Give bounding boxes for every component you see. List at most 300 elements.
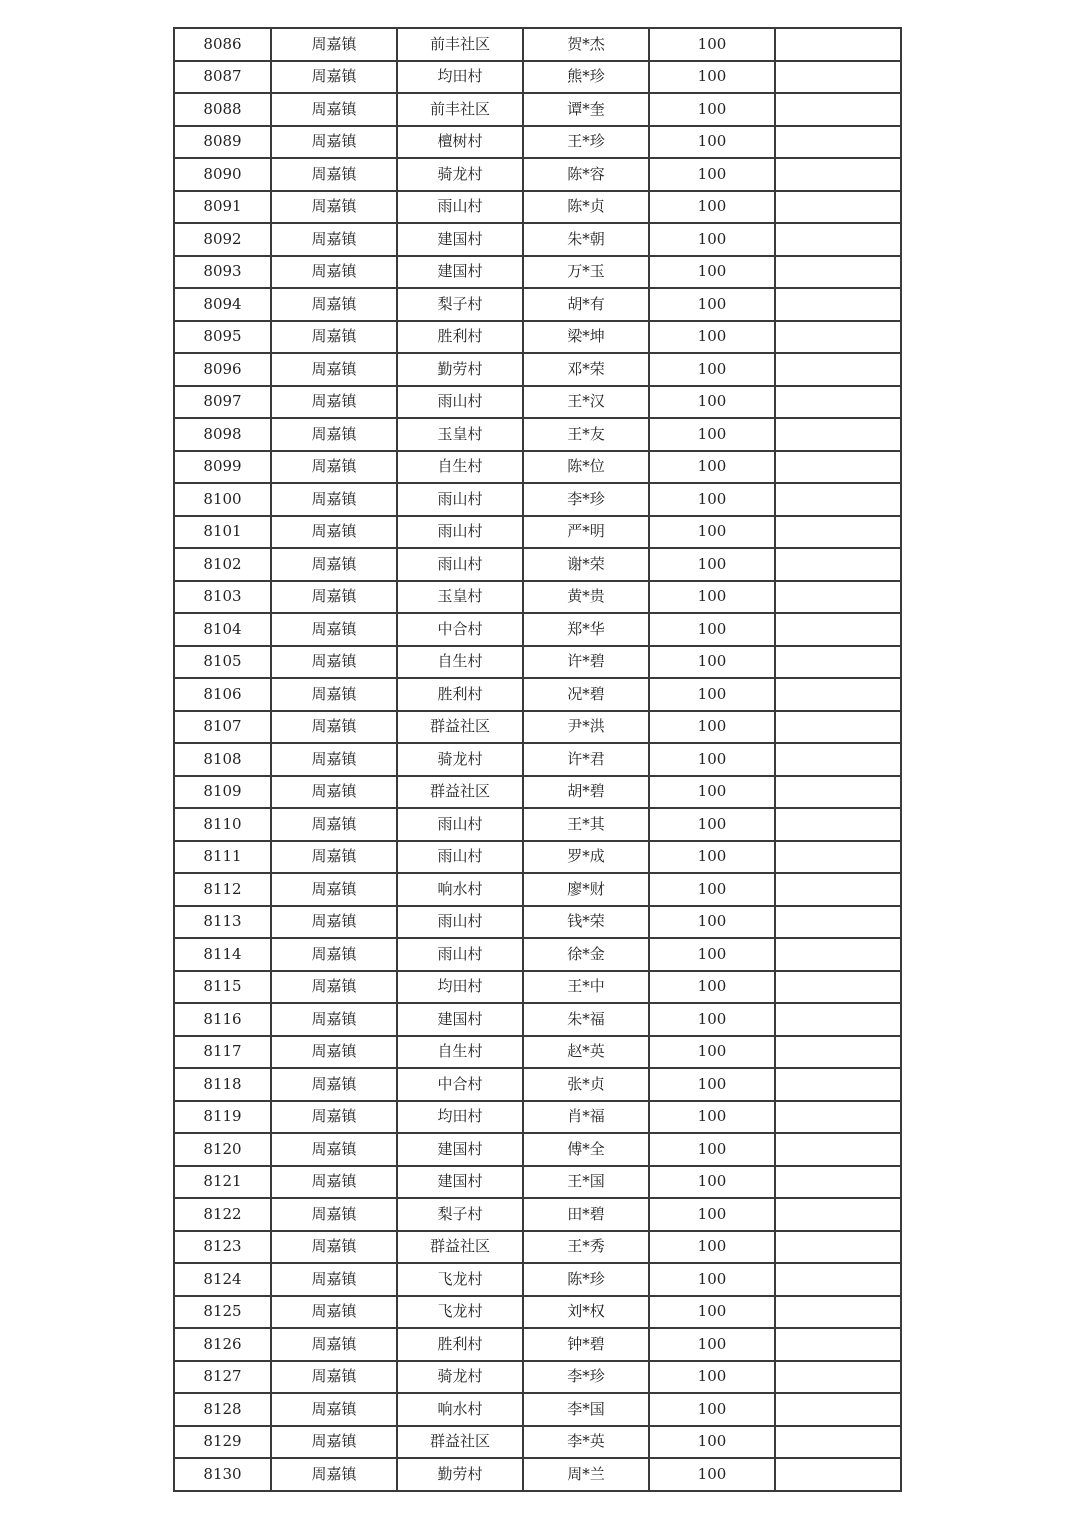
table-row (174, 581, 901, 614)
table-row (174, 841, 901, 874)
name-cell: 陈*位 (523, 451, 649, 484)
table-row (174, 613, 901, 646)
table-row (174, 386, 901, 419)
table-row (174, 1133, 901, 1166)
village-cell: 勤劳村 (397, 1458, 523, 1491)
remark-cell (775, 1003, 901, 1036)
name-cell: 许*君 (523, 743, 649, 776)
table-row (174, 93, 901, 126)
town-cell: 周嘉镇 (271, 516, 397, 549)
table-row (174, 451, 901, 484)
remark-cell (775, 1231, 901, 1264)
row-number-cell: 8113 (174, 906, 271, 939)
name-cell: 王*友 (523, 418, 649, 451)
town-cell: 周嘉镇 (271, 906, 397, 939)
name-cell: 王*其 (523, 808, 649, 841)
remark-cell (775, 678, 901, 711)
row-number-cell: 8120 (174, 1133, 271, 1166)
town-cell: 周嘉镇 (271, 1328, 397, 1361)
name-cell: 钱*荣 (523, 906, 649, 939)
village-cell: 雨山村 (397, 548, 523, 581)
table-row (174, 28, 901, 61)
name-cell: 周*兰 (523, 1458, 649, 1491)
amount-cell: 100 (649, 1101, 775, 1134)
town-cell: 周嘉镇 (271, 971, 397, 1004)
village-cell: 群益社区 (397, 776, 523, 809)
name-cell: 郑*华 (523, 613, 649, 646)
remark-cell (775, 776, 901, 809)
town-cell: 周嘉镇 (271, 1198, 397, 1231)
amount-cell: 100 (649, 223, 775, 256)
table-row (174, 256, 901, 289)
town-cell: 周嘉镇 (271, 1133, 397, 1166)
amount-cell: 100 (649, 1328, 775, 1361)
town-cell: 周嘉镇 (271, 1296, 397, 1329)
table-row (174, 906, 901, 939)
table-row (174, 1296, 901, 1329)
name-cell: 陈*珍 (523, 1263, 649, 1296)
amount-cell: 100 (649, 516, 775, 549)
village-cell: 自生村 (397, 646, 523, 679)
table-row (174, 1003, 901, 1036)
remark-cell (775, 1198, 901, 1231)
table-row (174, 1263, 901, 1296)
village-cell: 雨山村 (397, 808, 523, 841)
village-cell: 飞龙村 (397, 1263, 523, 1296)
village-cell: 胜利村 (397, 1328, 523, 1361)
row-number-cell: 8090 (174, 158, 271, 191)
amount-cell: 100 (649, 808, 775, 841)
village-cell: 雨山村 (397, 938, 523, 971)
table-row (174, 873, 901, 906)
row-number-cell: 8114 (174, 938, 271, 971)
name-cell: 徐*金 (523, 938, 649, 971)
data-table (173, 27, 902, 1492)
amount-cell: 100 (649, 418, 775, 451)
name-cell: 王*珍 (523, 126, 649, 159)
amount-cell: 100 (649, 61, 775, 94)
row-number-cell: 8119 (174, 1101, 271, 1134)
row-number-cell: 8100 (174, 483, 271, 516)
row-number-cell: 8111 (174, 841, 271, 874)
row-number-cell: 8124 (174, 1263, 271, 1296)
amount-cell: 100 (649, 1036, 775, 1069)
name-cell: 王*汉 (523, 386, 649, 419)
village-cell: 玉皇村 (397, 581, 523, 614)
town-cell: 周嘉镇 (271, 1166, 397, 1199)
village-cell: 均田村 (397, 61, 523, 94)
town-cell: 周嘉镇 (271, 646, 397, 679)
remark-cell (775, 841, 901, 874)
table-row (174, 548, 901, 581)
row-number-cell: 8101 (174, 516, 271, 549)
name-cell: 田*碧 (523, 1198, 649, 1231)
name-cell: 李*国 (523, 1393, 649, 1426)
amount-cell: 100 (649, 1198, 775, 1231)
name-cell: 张*贞 (523, 1068, 649, 1101)
town-cell: 周嘉镇 (271, 1458, 397, 1491)
remark-cell (775, 126, 901, 159)
row-number-cell: 8128 (174, 1393, 271, 1426)
village-cell: 响水村 (397, 873, 523, 906)
village-cell: 雨山村 (397, 841, 523, 874)
name-cell: 李*珍 (523, 1361, 649, 1394)
town-cell: 周嘉镇 (271, 808, 397, 841)
village-cell: 梨子村 (397, 1198, 523, 1231)
remark-cell (775, 1068, 901, 1101)
amount-cell: 100 (649, 126, 775, 159)
remark-cell (775, 1263, 901, 1296)
town-cell: 周嘉镇 (271, 711, 397, 744)
row-number-cell: 8110 (174, 808, 271, 841)
amount-cell: 100 (649, 256, 775, 289)
remark-cell (775, 873, 901, 906)
village-cell: 雨山村 (397, 516, 523, 549)
name-cell: 熊*珍 (523, 61, 649, 94)
village-cell: 建国村 (397, 223, 523, 256)
row-number-cell: 8104 (174, 613, 271, 646)
remark-cell (775, 1393, 901, 1426)
name-cell: 李*珍 (523, 483, 649, 516)
town-cell: 周嘉镇 (271, 1101, 397, 1134)
remark-cell (775, 711, 901, 744)
row-number-cell: 8099 (174, 451, 271, 484)
name-cell: 梁*坤 (523, 321, 649, 354)
town-cell: 周嘉镇 (271, 613, 397, 646)
remark-cell (775, 1328, 901, 1361)
row-number-cell: 8097 (174, 386, 271, 419)
table-row (174, 1036, 901, 1069)
town-cell: 周嘉镇 (271, 1036, 397, 1069)
table-row (174, 158, 901, 191)
name-cell: 许*碧 (523, 646, 649, 679)
remark-cell (775, 158, 901, 191)
amount-cell: 100 (649, 1068, 775, 1101)
row-number-cell: 8094 (174, 288, 271, 321)
table-row (174, 516, 901, 549)
remark-cell (775, 808, 901, 841)
name-cell: 李*英 (523, 1426, 649, 1459)
table-row (174, 971, 901, 1004)
table-row (174, 1361, 901, 1394)
amount-cell: 100 (649, 548, 775, 581)
town-cell: 周嘉镇 (271, 581, 397, 614)
town-cell: 周嘉镇 (271, 1361, 397, 1394)
amount-cell: 100 (649, 191, 775, 224)
amount-cell: 100 (649, 158, 775, 191)
village-cell: 群益社区 (397, 1231, 523, 1264)
remark-cell (775, 581, 901, 614)
table-row (174, 1393, 901, 1426)
amount-cell: 100 (649, 483, 775, 516)
name-cell: 朱*福 (523, 1003, 649, 1036)
town-cell: 周嘉镇 (271, 223, 397, 256)
amount-cell: 100 (649, 288, 775, 321)
village-cell: 均田村 (397, 971, 523, 1004)
town-cell: 周嘉镇 (271, 938, 397, 971)
village-cell: 建国村 (397, 256, 523, 289)
town-cell: 周嘉镇 (271, 61, 397, 94)
remark-cell (775, 548, 901, 581)
amount-cell: 100 (649, 776, 775, 809)
table-row (174, 1231, 901, 1264)
name-cell: 黄*贵 (523, 581, 649, 614)
amount-cell: 100 (649, 873, 775, 906)
amount-cell: 100 (649, 1003, 775, 1036)
remark-cell (775, 1101, 901, 1134)
amount-cell: 100 (649, 93, 775, 126)
name-cell: 贺*杰 (523, 28, 649, 61)
amount-cell: 100 (649, 353, 775, 386)
name-cell: 赵*英 (523, 1036, 649, 1069)
town-cell: 周嘉镇 (271, 743, 397, 776)
name-cell: 谢*荣 (523, 548, 649, 581)
remark-cell (775, 1036, 901, 1069)
table-row (174, 1198, 901, 1231)
village-cell: 胜利村 (397, 321, 523, 354)
town-cell: 周嘉镇 (271, 126, 397, 159)
town-cell: 周嘉镇 (271, 873, 397, 906)
name-cell: 肖*福 (523, 1101, 649, 1134)
village-cell: 建国村 (397, 1166, 523, 1199)
amount-cell: 100 (649, 613, 775, 646)
village-cell: 骑龙村 (397, 743, 523, 776)
village-cell: 勤劳村 (397, 353, 523, 386)
row-number-cell: 8105 (174, 646, 271, 679)
remark-cell (775, 1361, 901, 1394)
village-cell: 建国村 (397, 1003, 523, 1036)
amount-cell: 100 (649, 1166, 775, 1199)
village-cell: 雨山村 (397, 906, 523, 939)
village-cell: 玉皇村 (397, 418, 523, 451)
table-row (174, 483, 901, 516)
name-cell: 谭*奎 (523, 93, 649, 126)
name-cell: 陈*容 (523, 158, 649, 191)
row-number-cell: 8107 (174, 711, 271, 744)
row-number-cell: 8126 (174, 1328, 271, 1361)
name-cell: 陈*贞 (523, 191, 649, 224)
remark-cell (775, 906, 901, 939)
table-row (174, 126, 901, 159)
name-cell: 钟*碧 (523, 1328, 649, 1361)
amount-cell: 100 (649, 1133, 775, 1166)
table-row (174, 288, 901, 321)
village-cell: 雨山村 (397, 386, 523, 419)
village-cell: 前丰社区 (397, 28, 523, 61)
remark-cell (775, 386, 901, 419)
village-cell: 群益社区 (397, 711, 523, 744)
row-number-cell: 8112 (174, 873, 271, 906)
amount-cell: 100 (649, 1393, 775, 1426)
town-cell: 周嘉镇 (271, 483, 397, 516)
remark-cell (775, 743, 901, 776)
village-cell: 中合村 (397, 613, 523, 646)
remark-cell (775, 646, 901, 679)
remark-cell (775, 938, 901, 971)
table-row (174, 1068, 901, 1101)
remark-cell (775, 483, 901, 516)
remark-cell (775, 61, 901, 94)
remark-cell (775, 191, 901, 224)
village-cell: 骑龙村 (397, 158, 523, 191)
row-number-cell: 8088 (174, 93, 271, 126)
town-cell: 周嘉镇 (271, 158, 397, 191)
village-cell: 均田村 (397, 1101, 523, 1134)
row-number-cell: 8095 (174, 321, 271, 354)
row-number-cell: 8092 (174, 223, 271, 256)
town-cell: 周嘉镇 (271, 1426, 397, 1459)
remark-cell (775, 1133, 901, 1166)
remark-cell (775, 256, 901, 289)
village-cell: 响水村 (397, 1393, 523, 1426)
name-cell: 严*明 (523, 516, 649, 549)
town-cell: 周嘉镇 (271, 678, 397, 711)
remark-cell (775, 613, 901, 646)
amount-cell: 100 (649, 321, 775, 354)
town-cell: 周嘉镇 (271, 256, 397, 289)
amount-cell: 100 (649, 451, 775, 484)
name-cell: 邓*荣 (523, 353, 649, 386)
row-number-cell: 8130 (174, 1458, 271, 1491)
remark-cell (775, 223, 901, 256)
row-number-cell: 8089 (174, 126, 271, 159)
table-row (174, 1166, 901, 1199)
row-number-cell: 8087 (174, 61, 271, 94)
row-number-cell: 8115 (174, 971, 271, 1004)
amount-cell: 100 (649, 1361, 775, 1394)
row-number-cell: 8102 (174, 548, 271, 581)
remark-cell (775, 288, 901, 321)
remark-cell (775, 971, 901, 1004)
name-cell: 廖*财 (523, 873, 649, 906)
amount-cell: 100 (649, 678, 775, 711)
amount-cell: 100 (649, 1263, 775, 1296)
table-row (174, 938, 901, 971)
table-row (174, 711, 901, 744)
name-cell: 傅*全 (523, 1133, 649, 1166)
village-cell: 骑龙村 (397, 1361, 523, 1394)
table-row (174, 191, 901, 224)
village-cell: 雨山村 (397, 483, 523, 516)
amount-cell: 100 (649, 938, 775, 971)
village-cell: 自生村 (397, 1036, 523, 1069)
amount-cell: 100 (649, 1231, 775, 1264)
village-cell: 建国村 (397, 1133, 523, 1166)
amount-cell: 100 (649, 1296, 775, 1329)
row-number-cell: 8106 (174, 678, 271, 711)
table-row (174, 61, 901, 94)
table-row (174, 353, 901, 386)
table-row (174, 418, 901, 451)
amount-cell: 100 (649, 386, 775, 419)
row-number-cell: 8116 (174, 1003, 271, 1036)
table-row (174, 776, 901, 809)
town-cell: 周嘉镇 (271, 288, 397, 321)
amount-cell: 100 (649, 711, 775, 744)
town-cell: 周嘉镇 (271, 418, 397, 451)
village-cell: 自生村 (397, 451, 523, 484)
town-cell: 周嘉镇 (271, 1263, 397, 1296)
table-row (174, 1458, 901, 1491)
remark-cell (775, 451, 901, 484)
row-number-cell: 8122 (174, 1198, 271, 1231)
table-row (174, 743, 901, 776)
town-cell: 周嘉镇 (271, 93, 397, 126)
table-row (174, 321, 901, 354)
row-number-cell: 8125 (174, 1296, 271, 1329)
row-number-cell: 8121 (174, 1166, 271, 1199)
name-cell: 胡*碧 (523, 776, 649, 809)
row-number-cell: 8127 (174, 1361, 271, 1394)
town-cell: 周嘉镇 (271, 353, 397, 386)
amount-cell: 100 (649, 971, 775, 1004)
row-number-cell: 8109 (174, 776, 271, 809)
name-cell: 胡*有 (523, 288, 649, 321)
town-cell: 周嘉镇 (271, 1231, 397, 1264)
town-cell: 周嘉镇 (271, 321, 397, 354)
village-cell: 胜利村 (397, 678, 523, 711)
row-number-cell: 8098 (174, 418, 271, 451)
amount-cell: 100 (649, 581, 775, 614)
remark-cell (775, 1458, 901, 1491)
remark-cell (775, 1166, 901, 1199)
amount-cell: 100 (649, 1426, 775, 1459)
name-cell: 王*秀 (523, 1231, 649, 1264)
row-number-cell: 8091 (174, 191, 271, 224)
town-cell: 周嘉镇 (271, 841, 397, 874)
row-number-cell: 8096 (174, 353, 271, 386)
remark-cell (775, 93, 901, 126)
row-number-cell: 8093 (174, 256, 271, 289)
village-cell: 飞龙村 (397, 1296, 523, 1329)
name-cell: 罗*成 (523, 841, 649, 874)
town-cell: 周嘉镇 (271, 1003, 397, 1036)
village-cell: 群益社区 (397, 1426, 523, 1459)
amount-cell: 100 (649, 906, 775, 939)
amount-cell: 100 (649, 1458, 775, 1491)
row-number-cell: 8086 (174, 28, 271, 61)
amount-cell: 100 (649, 841, 775, 874)
table-row (174, 223, 901, 256)
town-cell: 周嘉镇 (271, 451, 397, 484)
remark-cell (775, 28, 901, 61)
town-cell: 周嘉镇 (271, 1393, 397, 1426)
row-number-cell: 8118 (174, 1068, 271, 1101)
row-number-cell: 8103 (174, 581, 271, 614)
town-cell: 周嘉镇 (271, 28, 397, 61)
amount-cell: 100 (649, 743, 775, 776)
town-cell: 周嘉镇 (271, 1068, 397, 1101)
remark-cell (775, 1426, 901, 1459)
village-cell: 檀树村 (397, 126, 523, 159)
row-number-cell: 8129 (174, 1426, 271, 1459)
table-row (174, 1426, 901, 1459)
table-row (174, 646, 901, 679)
village-cell: 梨子村 (397, 288, 523, 321)
row-number-cell: 8123 (174, 1231, 271, 1264)
remark-cell (775, 353, 901, 386)
amount-cell: 100 (649, 28, 775, 61)
name-cell: 刘*权 (523, 1296, 649, 1329)
name-cell: 王*中 (523, 971, 649, 1004)
table-row (174, 808, 901, 841)
name-cell: 尹*洪 (523, 711, 649, 744)
table-row (174, 1101, 901, 1134)
remark-cell (775, 516, 901, 549)
remark-cell (775, 1296, 901, 1329)
town-cell: 周嘉镇 (271, 386, 397, 419)
table-row (174, 1328, 901, 1361)
